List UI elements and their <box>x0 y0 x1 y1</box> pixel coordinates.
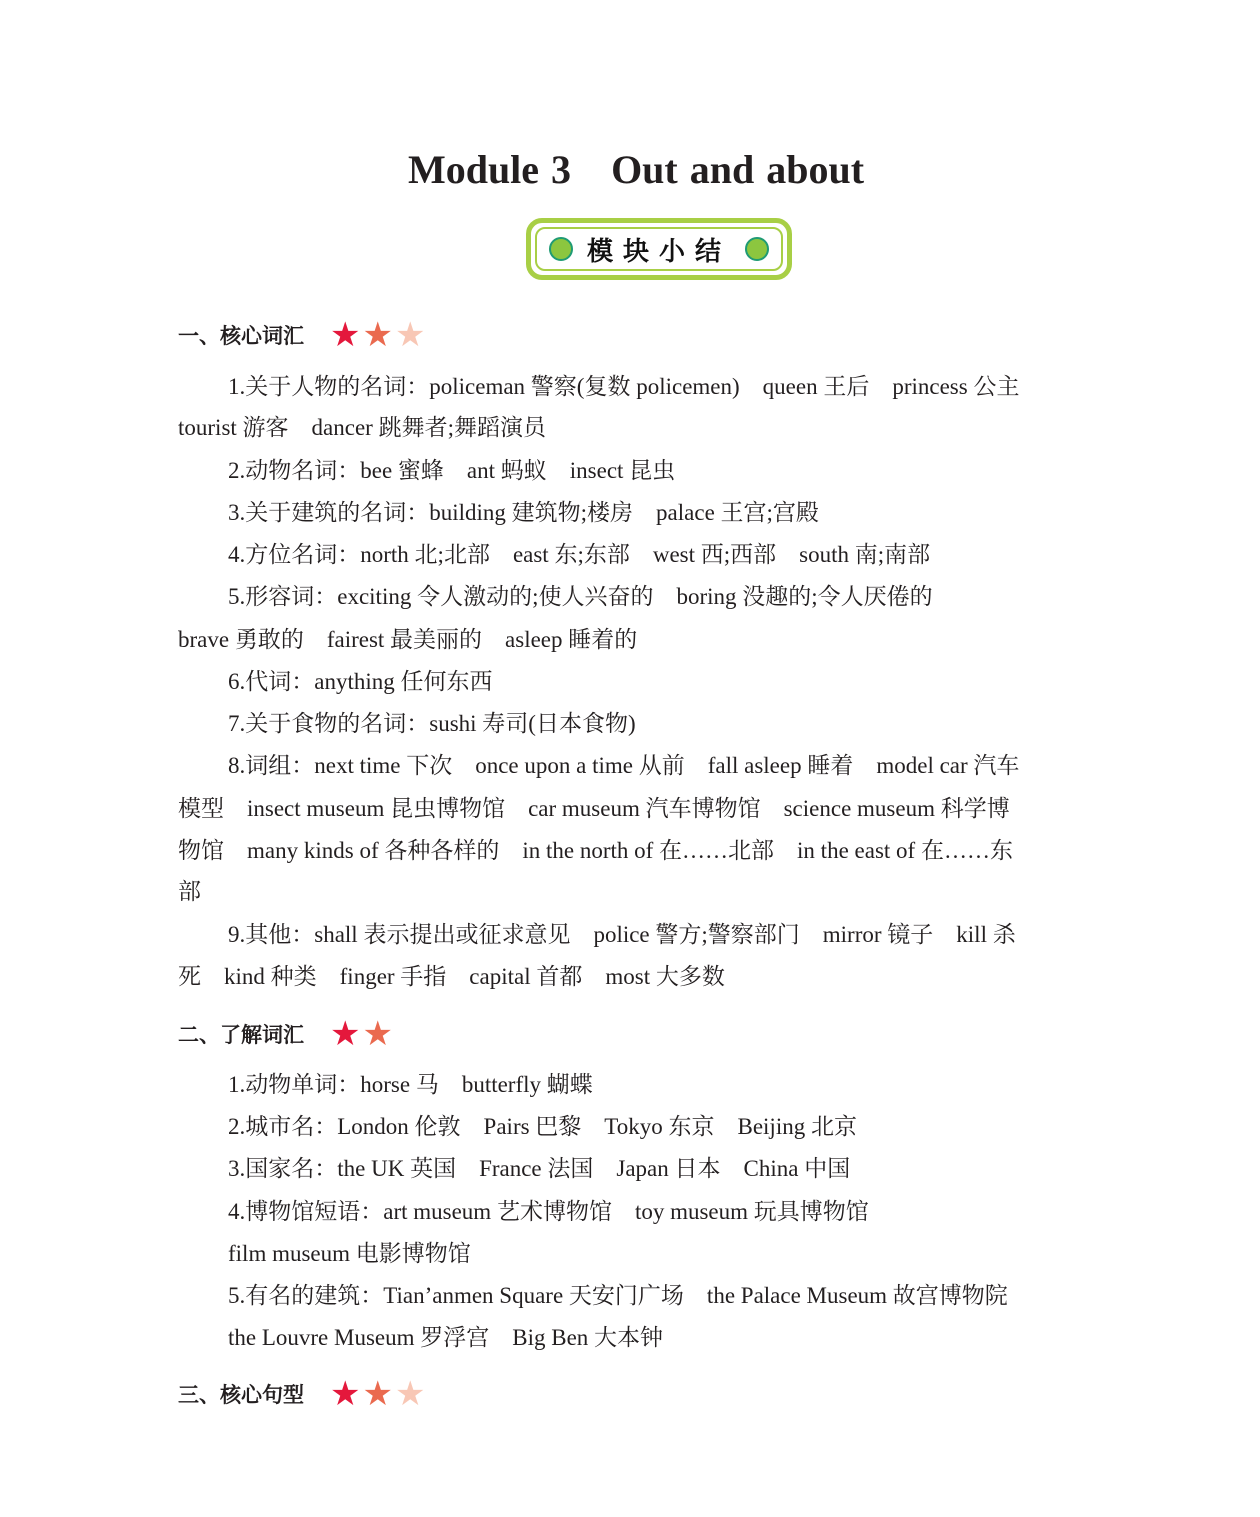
star-icon: ★ <box>394 315 426 355</box>
text-line: 6.代词：anything 任何东西 <box>228 669 493 694</box>
badge-label: 模块小结 <box>586 236 731 267</box>
star-icon: ★ <box>362 1374 393 1414</box>
star-icon: ★ <box>330 315 361 355</box>
text-line: 3.国家名：the UK 英国 France 法国 Japan 日本 China 中国 <box>228 1156 851 1181</box>
text-line: 物馆 many kinds of 各种各样的 in the north of 在……北部 in the east of 在……东 <box>178 838 1013 863</box>
section-heading <box>178 1014 393 1054</box>
text-line: 4.博物馆短语：art museum 艺术博物馆 toy museum 玩具博物馆 <box>228 1199 869 1224</box>
module-number: Module 3 <box>407 147 572 192</box>
star-icon: ★ <box>394 1374 426 1414</box>
text-line: 3.关于建筑的名词：building 建筑物;楼房 palace 王宫;宫殿 <box>228 500 819 525</box>
star-icon: ★ <box>330 1374 361 1414</box>
text-line: 8.词组：next time 下次 once upon a time 从前 fall asleep 睡着 model car 汽车 <box>228 753 1020 778</box>
text-line: 5.有名的建筑：Tian’anmen Square 天安门广场 the Palace Museum 故宫博物院 <box>228 1283 1008 1308</box>
text-line: 部 <box>178 879 201 904</box>
text-line: film museum 电影博物馆 <box>228 1241 471 1266</box>
section-heading-text: 一、核心词汇 <box>178 324 304 348</box>
section-heading-text: 二、了解词汇 <box>178 1023 304 1047</box>
section-heading <box>178 1374 426 1414</box>
text-line: 死 kind 种类 finger 手指 capital 首都 most 大多数 <box>178 964 725 989</box>
text-line: 5.形容词：exciting 令人激动的;使人兴奋的 boring 没趣的;令人厌倦的 <box>228 584 933 609</box>
text-line: 2.动物名词：bee 蜜蜂 ant 蚂蚁 insect 昆虫 <box>228 458 676 483</box>
page-title <box>0 146 1260 193</box>
text-line: 2.城市名：London 伦敦 Pairs 巴黎 Tokyo 东京 Beijing 北京 <box>228 1114 857 1139</box>
difficulty-stars <box>330 315 426 355</box>
module-name: Out and about <box>611 147 865 192</box>
text-line: tourist 游客 dancer 跳舞者;舞蹈演员 <box>178 415 546 440</box>
section-heading-text: 三、核心句型 <box>178 1383 304 1407</box>
text-line: 1.动物单词：horse 马 butterfly 蝴蝶 <box>228 1072 593 1097</box>
text-line: brave 勇敢的 fairest 最美丽的 asleep 睡着的 <box>178 627 638 652</box>
text-line: 1.关于人物的名词：policeman 警察(复数 policemen) queen 王后 princess 公主 <box>228 374 1020 399</box>
text-line: the Louvre Museum 罗浮宫 Big Ben 大本钟 <box>228 1325 664 1350</box>
star-icon: ★ <box>330 1014 361 1054</box>
section-heading <box>178 315 426 355</box>
text-line: 4.方位名词：north 北;北部 east 东;东部 west 西;西部 south 南;南部 <box>228 542 931 567</box>
difficulty-stars <box>330 1374 426 1414</box>
text-line: 7.关于食物的名词：sushi 寿司(日本食物) <box>228 711 636 736</box>
difficulty-stars <box>330 1014 393 1054</box>
text-line: 模型 insect museum 昆虫博物馆 car museum 汽车博物馆 science museum 科学博 <box>178 796 1010 821</box>
dot-icon <box>745 237 769 261</box>
module-summary-badge <box>526 218 792 280</box>
star-icon: ★ <box>362 1014 393 1054</box>
star-icon: ★ <box>362 315 393 355</box>
dot-icon <box>549 237 573 261</box>
text-line: 9.其他：shall 表示提出或征求意见 police 警方;警察部门 mirror 镜子 kill 杀 <box>228 922 1016 947</box>
